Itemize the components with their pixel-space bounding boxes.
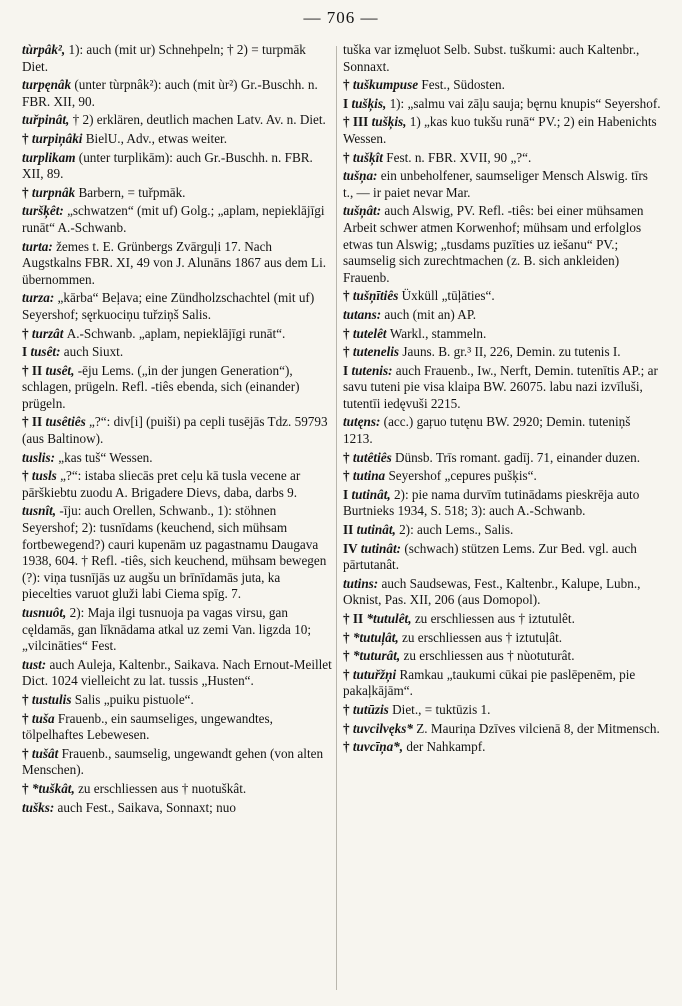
dictionary-entry [343, 667, 661, 700]
entry-marker: I [343, 362, 352, 378]
entry-headword: tuvcīņa*, [352, 739, 407, 755]
dictionary-entry [22, 239, 332, 289]
entry-marker: † [343, 468, 353, 484]
dictionary-entry [343, 630, 661, 647]
entry-headword: tušņât: [343, 203, 385, 219]
dictionary-entry [22, 203, 332, 236]
entry-headword: turta: [22, 238, 57, 254]
entry-text: auch Saudsewas, Fest., Kaltenbr., Kalupe, Lubn., Oknist, Pas. XII, 206 (aus Domopol). [343, 575, 641, 608]
dictionary-entry [22, 363, 332, 413]
entry-text: 1): „salmu vai zāļu sauja; bęrnu knupis“ Seyershof. [389, 95, 661, 111]
entry-text: der Nahkampf. [406, 739, 486, 755]
entry-text: „kārba“ Beļava; eine Zündholzschachtel (mit uf) Seyershof; sęrkuociņu tuřziņš Salis. [22, 290, 315, 322]
entry-headword: turšķêt: [22, 203, 68, 219]
entry-marker: † [343, 629, 353, 645]
dictionary-entry [343, 648, 661, 665]
dictionary-entry [343, 203, 661, 286]
entry-text: Salis „puiku pistuole“. [74, 691, 194, 707]
entry-text: „kas tuš“ Wessen. [58, 449, 153, 465]
dictionary-entry [22, 657, 332, 690]
entry-marker: II [343, 522, 357, 538]
dictionary-entry [22, 711, 332, 744]
entry-headword: tustulis [31, 691, 75, 707]
dictionary-entry [22, 185, 332, 202]
entry-text: Diet., = tuktūzis 1. [392, 701, 491, 717]
entry-headword: tùrpâk², [22, 42, 69, 57]
entry-text: „?“: istaba sliecās pret ceļu kā tusla vecene ar pārškiebtu zuodu A. Brigadere Dievs, daba, darbs 9. [22, 468, 301, 500]
dictionary-entry [343, 522, 661, 539]
entry-text: auch Fest., Saikava, Sonnaxt; nuo [57, 799, 236, 815]
dictionary-entry [343, 468, 661, 485]
entry-marker: IV [343, 540, 361, 556]
entry-headword: tusnît, [22, 503, 60, 519]
entry-text: Jauns. B. gr.³ II, 226, Demin. zu tutenis I. [402, 344, 621, 360]
entry-headword: tutinât, [356, 522, 400, 538]
dictionary-entry [22, 77, 332, 110]
dictionary-entry [343, 487, 661, 520]
entry-headword: tušķis, [351, 95, 390, 111]
entry-text: A.-Schwanb. „aplam, nepieklājīgi runāt“. [66, 325, 286, 341]
entry-marker: † [22, 130, 32, 146]
entry-text: auch (mit an) AP. [384, 306, 476, 322]
entry-marker: † [22, 780, 32, 796]
entry-marker: † [22, 745, 32, 761]
entry-headword: tušķît [352, 149, 387, 165]
entry-text: auch Siuxt. [63, 344, 124, 360]
entry-text: (schwach) stützen Lems. Zur Bed. vgl. auch pārtutanât. [343, 540, 637, 573]
dictionary-entry [343, 363, 661, 413]
entry-text: Fest. n. FBR. XVII, 90 „?“. [386, 149, 532, 165]
dictionary-entry [22, 468, 332, 501]
entry-marker: † [343, 149, 353, 165]
entry-text: tuška var izmęluot Selb. Subst. tuškumi: auch Kaltenbr., Sonnaxt. [343, 42, 640, 74]
entry-text: Frauenb., saumselig, ungewandt gehen (von alten Menschen). [22, 745, 324, 778]
entry-headword: turpnâk [31, 184, 79, 200]
entry-marker: † [22, 691, 32, 707]
entry-headword: *tuškât, [31, 780, 79, 796]
entry-marker: † II [22, 362, 46, 378]
entry-headword: *tutulêt, [366, 611, 415, 626]
entry-text: Warkl., stammeln. [389, 325, 487, 341]
dictionary-entry [343, 414, 661, 447]
entry-text: 2): pie nama durvīm tutinādams pieskrēja auto Burtnieks 1934, S. 518; 3): auch A.-Schwanb. [343, 486, 640, 519]
dictionary-entry [343, 611, 661, 628]
entry-headword: tutuřžņi [352, 666, 400, 682]
entry-headword: tutans: [343, 306, 385, 322]
entry-marker: † III [343, 114, 372, 130]
dictionary-entry [343, 288, 661, 305]
dictionary-entry [343, 77, 661, 94]
entry-headword: tušks: [22, 799, 58, 815]
page-number: — 706 — [303, 8, 379, 27]
column-divider [336, 46, 337, 990]
entry-headword: turplikam [22, 149, 79, 165]
entry-text: zu erschliessen aus † iztutuļât. [402, 629, 563, 645]
entry-headword: turza: [22, 290, 58, 306]
entry-text: auch Frauenb., Iw., Nerft, Demin. tutenītis AP.; ar savu tuteni pie visa klaipa BW. 26075. labu nazi izvīluši, tutentīi iedęvuši 2215. [343, 362, 658, 411]
entry-text: (unter turplikām): auch Gr.-Buschh. n. FBR. XII, 89. [22, 149, 313, 182]
dictionary-entry [22, 450, 332, 467]
entry-headword: tušņītiês [352, 288, 402, 304]
entry-headword: tuša [31, 710, 58, 726]
dictionary-entry [22, 781, 332, 798]
entry-headword: tutelêt [352, 325, 390, 341]
dictionary-entry [343, 168, 661, 201]
dictionary-entry [22, 414, 332, 447]
entry-headword: turzât [31, 325, 67, 341]
dictionary-entry [343, 150, 661, 167]
entry-headword: turpęnâk [22, 77, 75, 93]
dictionary-entry [343, 114, 661, 147]
entry-text: „schwatzen“ (mit uf) Golg.; „aplam, nepieklājīgi runāt“ A.-Schwanb. [22, 203, 325, 235]
entry-headword: tušķis, [371, 114, 410, 130]
entry-headword: tušņa: [343, 168, 381, 184]
entry-headword: tutenelis [352, 344, 403, 360]
entry-text: zu erschliessen aus † nùotuturât. [403, 648, 575, 664]
dictionary-entry [343, 326, 661, 343]
entry-marker: † [343, 701, 353, 717]
entry-text: žemes t. E. Grünbergs Zvārguļi 17. Nach Augstkalns FBR. XI, 49 von J. Alunāns 1867 aus dem Li. übernommen. [22, 238, 327, 287]
entry-headword: tušât [31, 745, 62, 761]
entry-headword: tuřpinât, [22, 112, 73, 128]
entry-headword: tuškumpuse [352, 77, 422, 93]
entry-text: Frauenb., ein saumseliges, ungewandtes, tölpelhaftes Lebewesen. [22, 710, 273, 743]
entry-headword: tutinât, [351, 486, 394, 502]
entry-text: (acc.) gaŗuo tutęnu BW. 2920; Demin. tuteniņš 1213. [343, 414, 631, 447]
entry-headword: tuvcilvęks* [352, 720, 417, 736]
entry-text: zu erschliessen aus † nuotuškât. [78, 780, 247, 796]
entry-text: 2): auch Lems., Salis. [399, 522, 514, 538]
left-column [22, 42, 332, 818]
entry-marker: † [22, 710, 32, 726]
entry-text: Ramkau „taukumi cūkai pie paslēpenēm, pie pakaļkājām“. [343, 666, 636, 699]
entry-headword: tutins: [343, 575, 382, 591]
entry-text: -ēju Lems. („in der jungen Generation“), schlagen, prügeln. Refl. -tiês ebenda, sich (einander) prügeln. [22, 362, 300, 411]
entry-marker: † II [22, 414, 46, 430]
dictionary-entry [22, 131, 332, 148]
right-column [343, 42, 661, 758]
entry-headword: tuslis: [22, 449, 59, 465]
dictionary-entry [22, 605, 332, 655]
dictionary-entry [343, 702, 661, 719]
entry-marker: † II [343, 611, 367, 626]
entry-headword: *tutuļât, [352, 629, 402, 645]
entry-text: † 2) erklären, deutlich machen Latv. Av. n. Diet. [72, 112, 326, 128]
dictionary-entry [343, 739, 661, 756]
dictionary-entry [22, 42, 332, 75]
dictionary-entry [343, 96, 661, 113]
entry-headword: *tuturât, [352, 648, 404, 664]
entry-marker: † [343, 325, 353, 341]
entry-text: -īju: auch Orellen, Schwanb., 1): stöhnen Seyershof; 2): tusnīdams (keuchend, sich mühsam fortbewegend?) cauri kupenām uz pagastnamu Daugava 1938, 604. † Refl. -tiês, sich keuchend, mühsam bewegen (?): viņa tusnījās uz augšu un brīnīdamās juta, ka piecelties varuot gluži labi Ciema spīg. 7. [22, 503, 327, 602]
entry-text: Fest., Südosten. [421, 77, 505, 93]
dictionary-entry [343, 721, 661, 738]
entry-marker: † [343, 720, 353, 736]
dictionary-entry [22, 746, 332, 779]
entry-text: Dünsb. Trīs romant. gadīj. 71, einander duzen. [395, 449, 641, 465]
entry-text: auch Auleja, Kaltenbr., Saikava. Nach Ernout-Meillet Dict. 1024 vielleicht zu lat. tussis „Husten“. [22, 656, 332, 689]
entry-marker: † [343, 739, 353, 755]
entry-headword: tutenis: [351, 362, 396, 378]
dictionary-entry [22, 800, 332, 817]
entry-headword: tusêt, [45, 362, 78, 378]
entry-text: Barbern, = tuřpmāk. [78, 184, 186, 200]
entry-headword: tutęns: [343, 414, 384, 430]
entry-headword: tutinât: [360, 540, 405, 556]
entry-marker: † [22, 325, 32, 341]
entry-marker: † [22, 184, 32, 200]
dictionary-entry [343, 307, 661, 324]
entry-headword: tusêtiês [45, 414, 90, 430]
entry-headword: tutina [352, 468, 389, 484]
entry-marker: I [343, 486, 352, 502]
dictionary-entry [22, 290, 332, 323]
entry-text: auch Alswig, PV. Refl. -tiês: bei einer mühsamen Arbeit schwer atmen Korwenhof; mühsam und erfolglos etwas tun Alswig; „tusdams puzīties uz iešanu“ PV.; saumselig sich zurechtmachen (z. B. sich ankleiden) Frauenb. [343, 203, 644, 285]
entry-marker: † [343, 77, 353, 93]
entry-headword: tust: [22, 656, 50, 672]
entry-marker: † [343, 648, 353, 664]
entry-marker: I [22, 344, 31, 360]
dictionary-entry [343, 450, 661, 467]
dictionary-entry [22, 150, 332, 183]
dictionary-entry [343, 576, 661, 609]
entry-text: „?“: div[i] (puiši) pa cepli tusējās Tdz. 59793 (aus Baltinow). [22, 414, 328, 447]
page-number-value: 706 [326, 8, 356, 27]
dictionary-entry [343, 541, 661, 574]
entry-text: BielU., Adv., etwas weiter. [85, 130, 228, 146]
dictionary-entry [343, 42, 661, 75]
dictionary-entry [22, 112, 332, 129]
entry-text: (unter tùrpnâk²): auch (mit ùr²) Gr.-Buschh. n. FBR. XII, 90. [22, 77, 318, 109]
entry-marker: † [343, 666, 353, 682]
entry-headword: tusnuôt, [22, 605, 70, 620]
entry-text: 1): auch (mit ur) Schnehpeln; † 2) = turpmāk Diet. [22, 42, 306, 74]
entry-marker: † [343, 344, 353, 360]
entry-text: zu erschliessen aus † iztutulêt. [414, 611, 575, 626]
entry-text: Z. Mauriņa Dzīves vilcienā 8, der Mitmensch. [416, 720, 660, 736]
entry-marker: I [343, 95, 352, 111]
entry-marker: † [343, 288, 353, 304]
entry-text: ein unbeholfener, saumseliger Mensch Alswig. tīrs t., — ir paiet nevar Mar. [343, 168, 648, 200]
entry-text: Seyershof „cepures pušķis“. [388, 468, 537, 484]
entry-headword: tusêt: [30, 344, 64, 360]
entry-text: Üxküll „tūļāties“. [401, 288, 495, 304]
dictionary-entry [22, 692, 332, 709]
entry-marker: † [22, 468, 32, 484]
entry-headword: tutêtiês [352, 449, 396, 465]
entry-headword: turpiņâki [31, 130, 86, 146]
entry-marker: † [343, 449, 353, 465]
entry-headword: tutūzis [352, 701, 393, 717]
entry-headword: tusls [31, 468, 61, 484]
entry-text: 1) „kas kuo tukšu runā“ PV.; 2) ein Habenichts Wessen. [343, 114, 657, 146]
entry-text: 2): Maja ilgi tusnuoja pa vagas virsu, gan cęldamās, gan līknādama atkal uz zemi Van. ligzda 10; „vilcināties“ Fest. [22, 605, 312, 654]
dictionary-entry [22, 344, 332, 361]
dictionary-entry [343, 344, 661, 361]
dictionary-entry [22, 326, 332, 343]
dictionary-entry [22, 503, 332, 603]
